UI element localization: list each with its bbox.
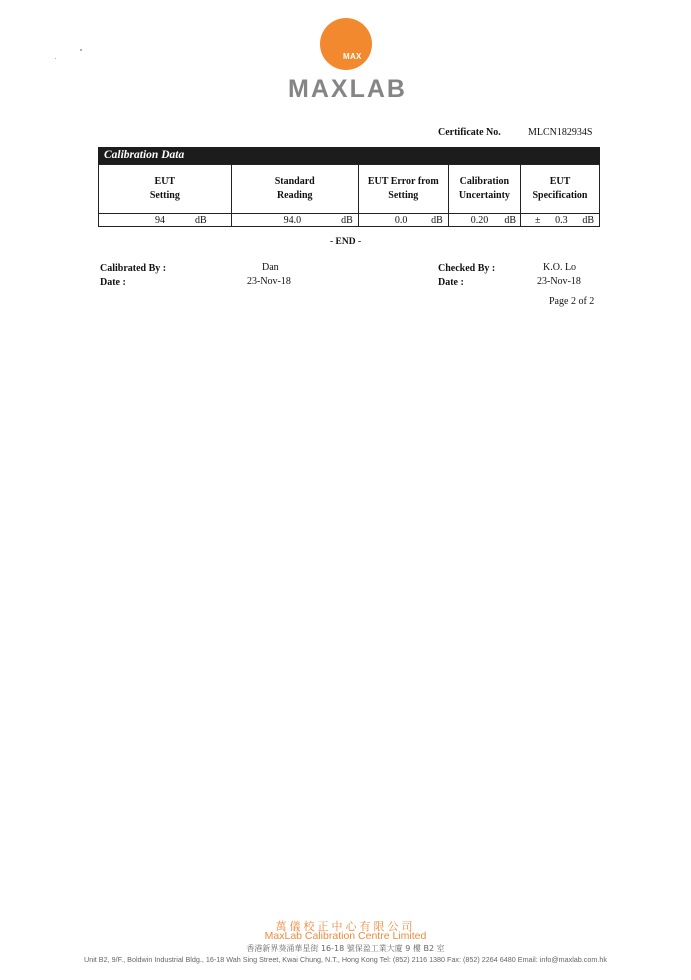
checked-by-label: Checked By : [438, 263, 496, 274]
cell-standard-reading: 94.0 dB [231, 214, 358, 227]
scan-speck [80, 49, 82, 51]
cell-eut-setting: 94 dB [99, 214, 232, 227]
cell-calibration-uncertainty: 0.20 dB [448, 214, 520, 227]
scan-speck [55, 58, 56, 59]
certificate-number: MLCN182934S [528, 127, 593, 138]
col-eut-specification: EUT Specification [521, 165, 600, 214]
footer-address-en: Unit B2, 9/F., Boldwin Industrial Bldg., 16-18 Wah Sing Street, Kwai Chung, N.T., Hong Kong Tel: (852) 2116 1380 Fax: (852) 2264 6480 Email: info@maxlab.com.hk [84, 955, 607, 964]
checked-by-name: K.O. Lo [543, 262, 577, 273]
footer-address-cn: 香港新界葵涌華星街 16-18 號保盈工業大廈 9 樓 B2 室 [246, 944, 445, 953]
calibration-table [98, 164, 600, 227]
page-number: Page 2 of 2 [549, 296, 595, 307]
calibration-data-header [98, 147, 600, 164]
checked-date-label: Date : [438, 277, 464, 288]
footer-company-cn: 萬儀校正中心有限公司 [275, 920, 416, 933]
col-eut-setting: EUT Setting [99, 165, 232, 214]
logo-wordmark: MAXLAB [288, 75, 407, 103]
footer-company-en: MaxLab Calibration Centre Limited [264, 930, 427, 942]
calibrated-by-label: Calibrated By : [100, 263, 167, 274]
calibrated-date: 23-Nov-18 [247, 276, 291, 287]
calibrated-by-name: Dan [262, 262, 279, 273]
cell-eut-specification: ± 0.3 dB [521, 214, 600, 227]
end-marker: - END - [330, 237, 362, 247]
table-row [99, 214, 600, 227]
table-header-row [99, 165, 600, 214]
checked-date: 23-Nov-18 [537, 276, 581, 287]
calibrated-date-label: Date : [100, 277, 126, 288]
col-eut-error: EUT Error from Setting [358, 165, 448, 214]
logo-circle [320, 18, 372, 70]
cell-eut-error: 0.0 dB [358, 214, 448, 227]
calibration-data-title: Calibration Data [104, 149, 185, 161]
col-calibration-uncertainty: Calibration Uncertainty [448, 165, 520, 214]
certificate-number-label: Certificate No. [438, 127, 501, 138]
col-standard-reading: Standard Reading [231, 165, 358, 214]
logo-max-label: MAX [343, 52, 362, 61]
